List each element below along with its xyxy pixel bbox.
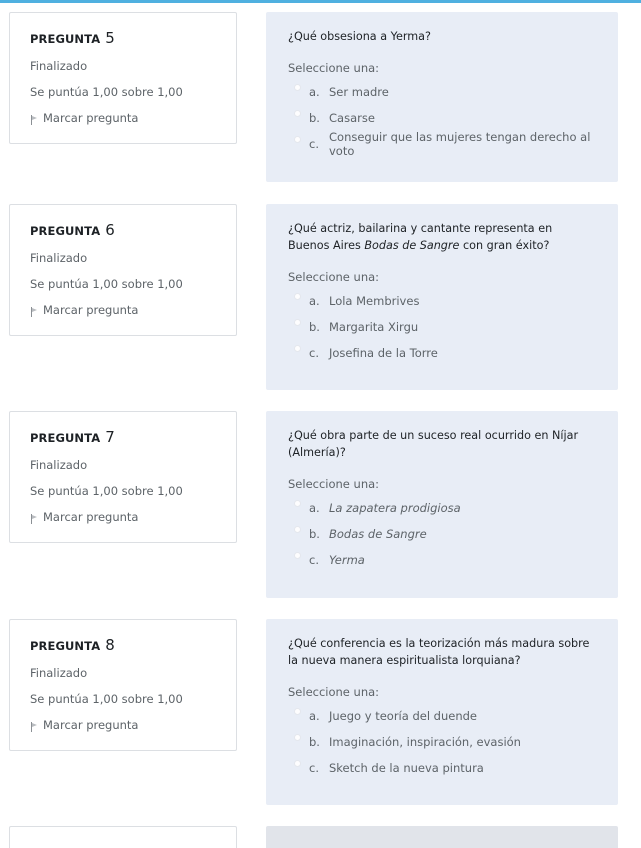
answer-prompt: Seleccione una:: [288, 270, 380, 284]
question-grade: Se puntúa 1,00 sobre 1,00: [30, 484, 183, 498]
question-text-part: con gran éxito?: [459, 239, 550, 252]
question-info-5: [9, 12, 237, 144]
answer-option-a[interactable]: [288, 79, 596, 105]
answer-text: Juego y teoría del duende: [329, 709, 478, 723]
radio-button[interactable]: [294, 319, 301, 326]
answer-letter: b.: [309, 111, 320, 125]
radio-button[interactable]: [294, 708, 301, 715]
answer-text: Casarse: [329, 111, 375, 125]
flag-label: Marcar pregunta: [43, 510, 139, 524]
answer-text: Ser madre: [329, 85, 389, 99]
answer-option-c[interactable]: [288, 547, 596, 573]
answer-letter: c.: [309, 346, 319, 360]
question-number: 7: [105, 428, 115, 446]
answer-option-c[interactable]: [288, 131, 596, 157]
question-number: 6: [105, 221, 115, 239]
question-content-6: [266, 204, 618, 390]
answer-text: Bodas de Sangre: [329, 527, 427, 541]
question-title: [30, 428, 216, 446]
radio-button[interactable]: [294, 760, 301, 767]
question-word: PREGUNTA: [30, 639, 101, 653]
question-title: [30, 221, 216, 239]
question-number: 5: [105, 29, 115, 47]
answer-text: Margarita Xirgu: [329, 320, 419, 334]
flag-question-link[interactable]: [30, 111, 216, 125]
flag-label: Marcar pregunta: [43, 111, 139, 125]
answer-text: La zapatera prodigiosa: [329, 501, 461, 515]
question-text-part: ¿Qué obsesiona a Yerma?: [288, 30, 431, 43]
question-word: PREGUNTA: [30, 431, 101, 445]
question-text-part: ¿Qué obra parte de un suceso real ocurrido en Níjar (Almería)?: [288, 429, 579, 459]
answer-option-c[interactable]: [288, 340, 596, 366]
answer-letter: b.: [309, 527, 320, 541]
answer-text: Sketch de la nueva pintura: [329, 761, 484, 775]
top-accent-bar: [0, 0, 641, 3]
question-text: [288, 635, 596, 669]
question-content-next: [266, 826, 618, 848]
answer-letter: a.: [309, 294, 320, 308]
answer-list: [288, 495, 596, 573]
flag-icon: [30, 115, 40, 125]
question-info-next: [9, 826, 237, 848]
answer-list: [288, 288, 596, 366]
answer-text: Lola Membrives: [329, 294, 420, 308]
answer-prompt: Seleccione una:: [288, 685, 380, 699]
answer-letter: a.: [309, 709, 320, 723]
question-state: Finalizado: [30, 666, 88, 680]
answer-text: Imaginación, inspiración, evasión: [329, 735, 521, 749]
flag-label: Marcar pregunta: [43, 718, 139, 732]
answer-prompt: Seleccione una:: [288, 61, 380, 75]
radio-button[interactable]: [294, 500, 301, 507]
question-word: PREGUNTA: [30, 224, 101, 238]
answer-letter: b.: [309, 735, 320, 749]
question-content-5: [266, 12, 618, 182]
answer-prompt: Seleccione una:: [288, 477, 380, 491]
radio-button[interactable]: [294, 136, 301, 143]
question-content-8: [266, 619, 618, 805]
flag-icon: [30, 514, 40, 524]
radio-button[interactable]: [294, 734, 301, 741]
answer-list: [288, 79, 596, 157]
answer-text: Josefina de la Torre: [329, 346, 438, 360]
flag-question-link[interactable]: [30, 718, 216, 732]
answer-option-a[interactable]: [288, 703, 596, 729]
answer-option-b[interactable]: [288, 521, 596, 547]
question-title: [30, 636, 216, 654]
answer-letter: a.: [309, 501, 320, 515]
question-content-7: [266, 411, 618, 598]
answer-letter: c.: [309, 761, 319, 775]
flag-label: Marcar pregunta: [43, 303, 139, 317]
flag-question-link[interactable]: [30, 510, 216, 524]
question-text-part-italic: Bodas de Sangre: [364, 239, 460, 252]
flag-question-link[interactable]: [30, 303, 216, 317]
question-info-8: [9, 619, 237, 751]
answer-letter: c.: [309, 137, 319, 151]
question-word: PREGUNTA: [30, 32, 101, 46]
question-text: [288, 220, 596, 254]
answer-option-a[interactable]: [288, 288, 596, 314]
question-state: Finalizado: [30, 458, 88, 472]
answer-list: [288, 703, 596, 781]
flag-icon: [30, 722, 40, 732]
radio-button[interactable]: [294, 84, 301, 91]
answer-letter: b.: [309, 320, 320, 334]
question-grade: Se puntúa 1,00 sobre 1,00: [30, 692, 183, 706]
question-text: [288, 28, 596, 45]
question-text-part: ¿Qué actriz, bailarina y cantante representa en Buenos Aires: [288, 222, 553, 252]
answer-option-c[interactable]: [288, 755, 596, 781]
answer-option-b[interactable]: [288, 105, 596, 131]
radio-button[interactable]: [294, 526, 301, 533]
answer-letter: c.: [309, 553, 319, 567]
question-number: 8: [105, 636, 115, 654]
question-text-part: ¿Qué conferencia es la teorización más madura sobre la nueva manera espiritualista lorquiana?: [288, 637, 590, 667]
answer-text: Conseguir que las mujeres tengan derecho al voto: [329, 130, 591, 158]
answer-text: Yerma: [329, 553, 365, 567]
question-info-7: [9, 411, 237, 543]
question-state: Finalizado: [30, 59, 88, 73]
answer-option-b[interactable]: [288, 314, 596, 340]
radio-button[interactable]: [294, 552, 301, 559]
answer-option-a[interactable]: [288, 495, 596, 521]
answer-letter: a.: [309, 85, 320, 99]
question-grade: Se puntúa 1,00 sobre 1,00: [30, 85, 183, 99]
flag-icon: [30, 307, 40, 317]
question-text: [288, 427, 596, 461]
radio-button[interactable]: [294, 110, 301, 117]
radio-button[interactable]: [294, 345, 301, 352]
question-state: Finalizado: [30, 251, 88, 265]
question-title: [30, 29, 216, 47]
question-info-6: [9, 204, 237, 336]
answer-option-b[interactable]: [288, 729, 596, 755]
radio-button[interactable]: [294, 293, 301, 300]
question-grade: Se puntúa 1,00 sobre 1,00: [30, 277, 183, 291]
